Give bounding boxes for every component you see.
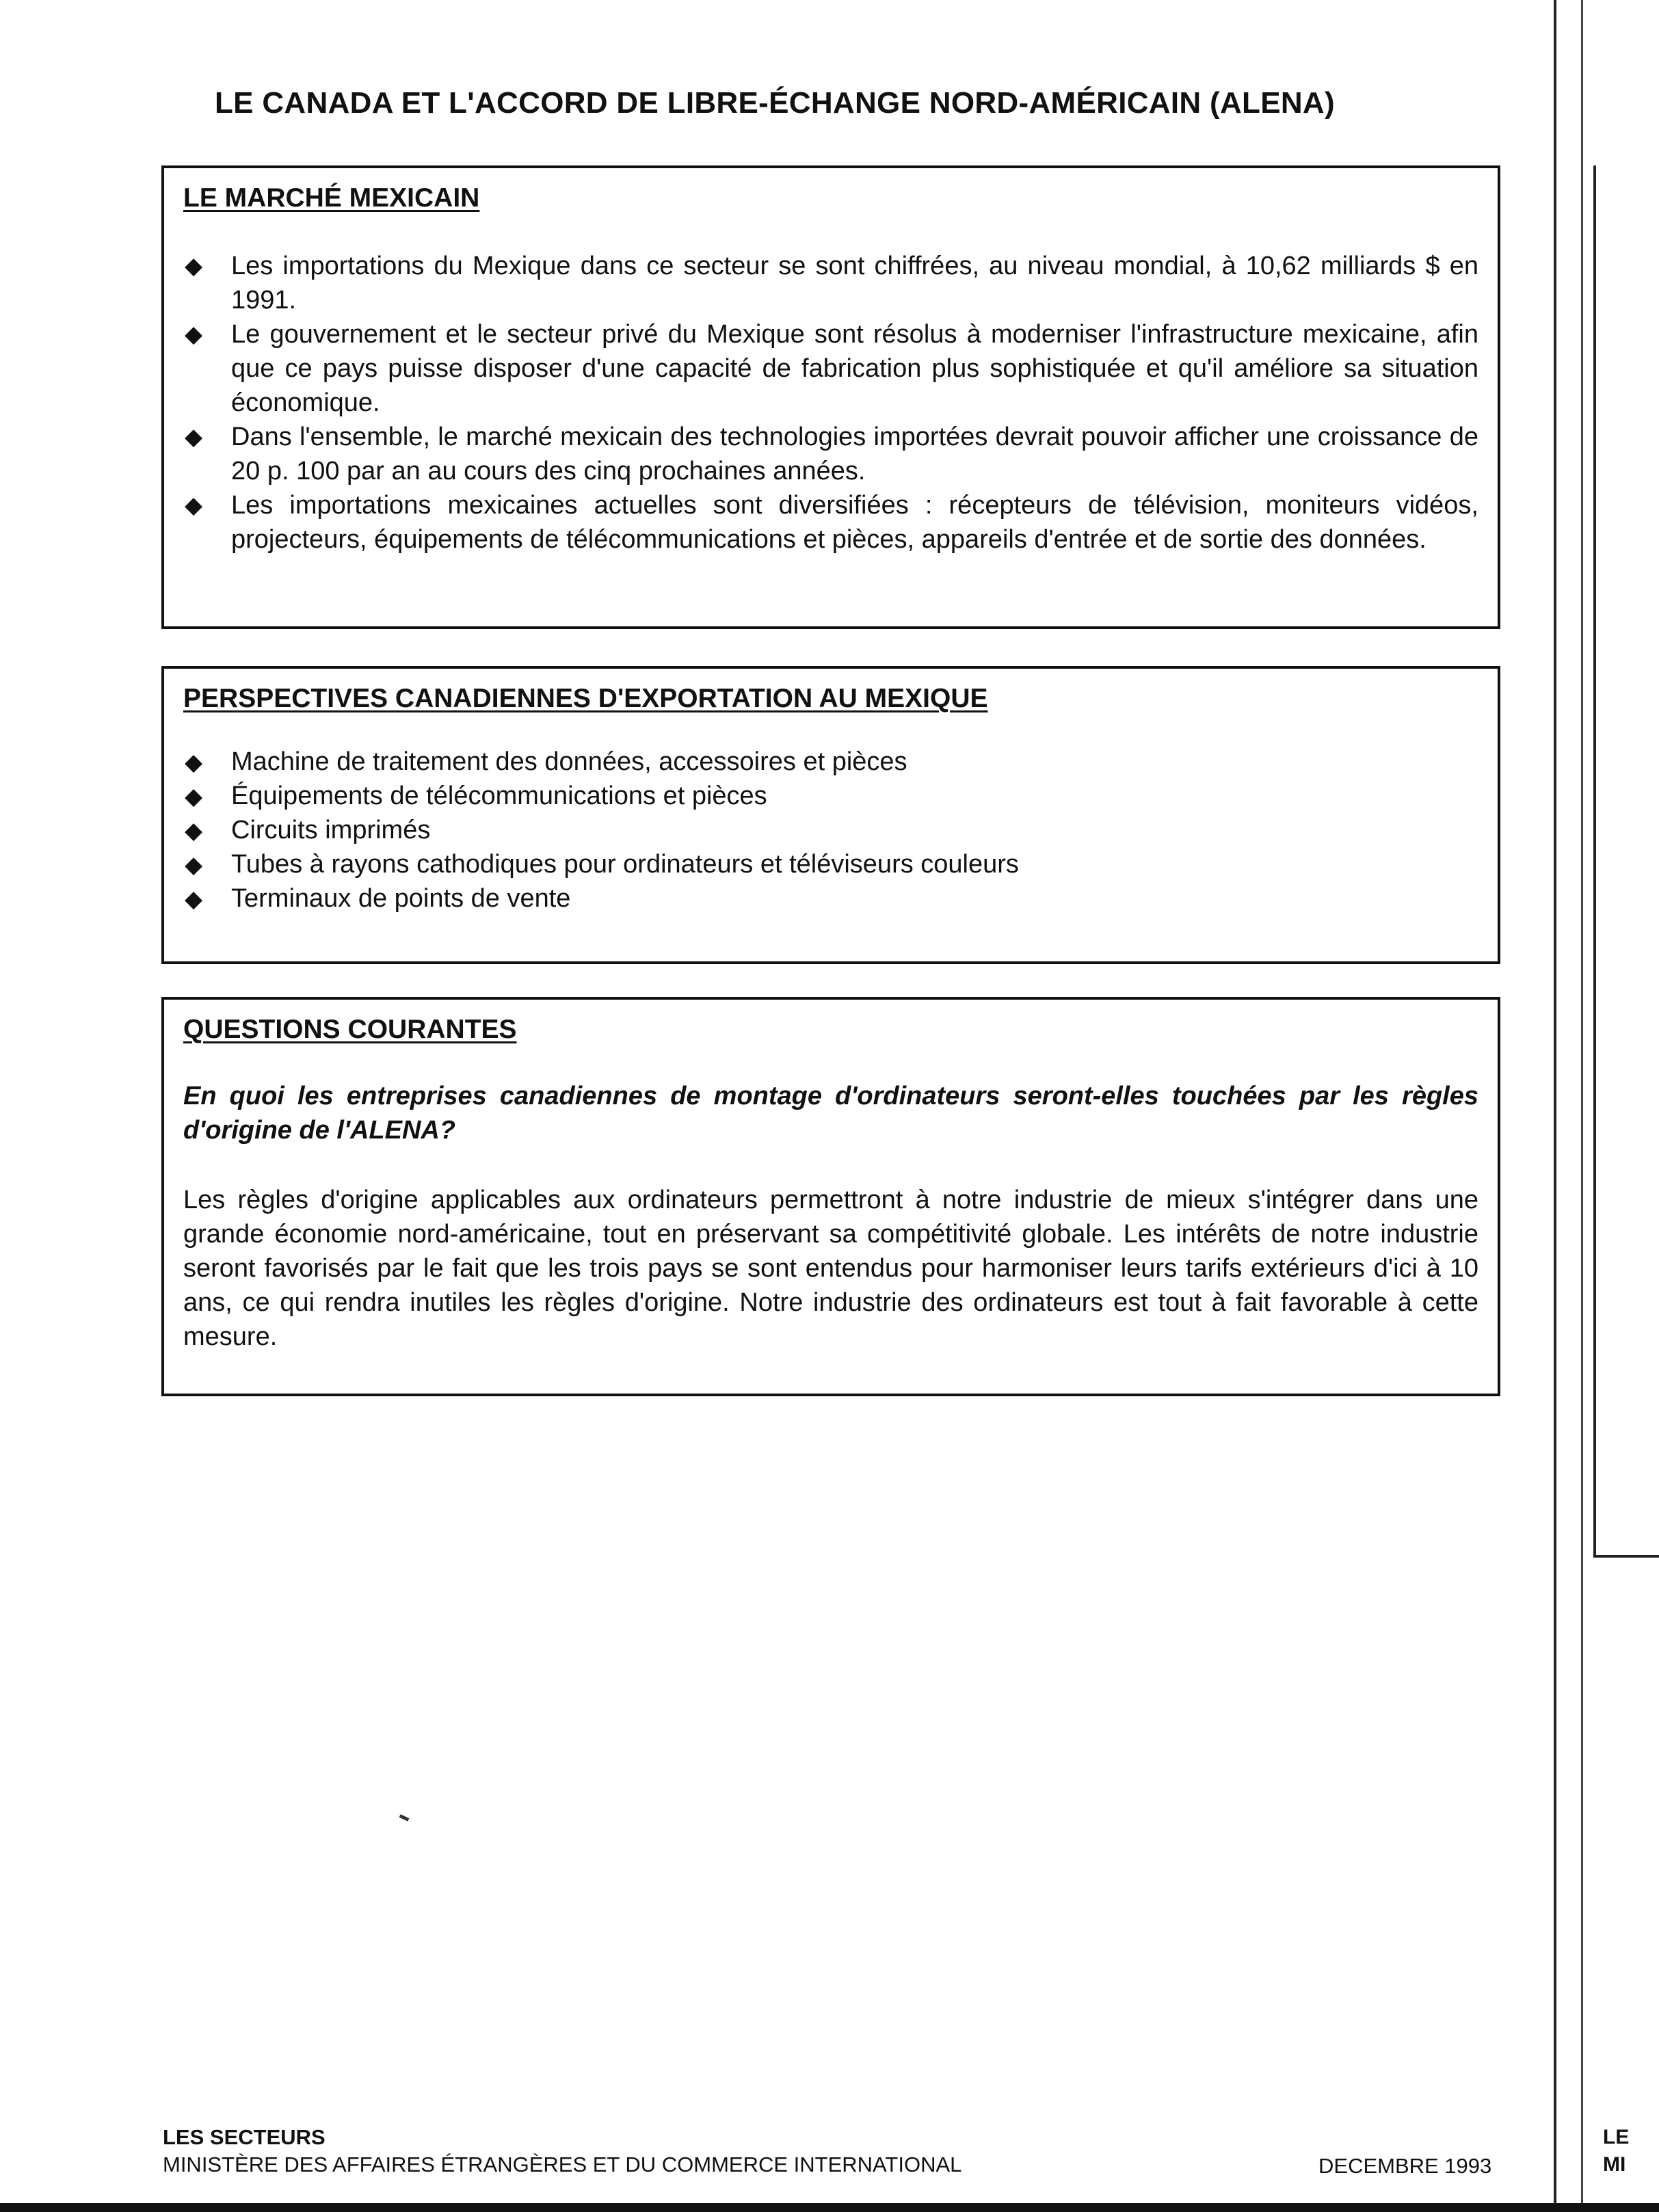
list-item-text: Les importations du Mexique dans ce secteur se sont chiffrées, au niveau mondial, à 10,62 milliards $ en 1991.	[231, 252, 1478, 315]
section-heading: LE MARCHÉ MEXICAIN	[183, 183, 480, 213]
diamond-bullet-icon: ◆	[185, 492, 203, 518]
list-item	[183, 882, 1478, 916]
list-item-text: Tubes à rayons cathodiques pour ordinateurs et téléviseurs couleurs	[231, 850, 1019, 879]
bullet-list	[183, 249, 1478, 557]
list-item	[183, 745, 1478, 779]
faq-answer: Les règles d'origine applicables aux ordinateurs permettront à notre industrie de mieux s'intégrer dans une grande économie nord-américaine, tout en préservant sa compétitivité globale. Les intérêts de notre industrie seront favorisés par le fait que les trois pays se sont entendus pour harmoniser leurs tarifs extérieurs d'ici à 10 ans, ce qui rendra inutiles les règles d'origine. Notre industrie des ordinateurs est tout à fait favorable à cette mesure.	[183, 1186, 1478, 1351]
list-item-text: Circuits imprimés	[231, 816, 431, 844]
faq-question: En quoi les entreprises canadiennes de montage d'ordinateurs seront-elles touchées par les règles d'origine de l'ALENA?	[183, 1082, 1478, 1145]
list-item	[183, 779, 1478, 814]
list-item	[183, 488, 1478, 557]
bullet-list	[183, 745, 1478, 916]
diamond-bullet-icon: ◆	[185, 321, 203, 347]
diamond-bullet-icon: ◆	[185, 749, 203, 775]
diamond-bullet-icon: ◆	[185, 784, 203, 810]
list-item	[183, 814, 1478, 848]
list-item-text: Le gouvernement et le secteur privé du Mexique sont résolus à moderniser l'infrastructure mexicaine, afin que ce pays puisse disposer d'une capacité de fabrication plus sophistiquée et qu'il améliore sa situation économique.	[231, 320, 1478, 417]
diamond-bullet-icon: ◆	[185, 818, 203, 844]
footer-date: DECEMBRE 1993	[1318, 2154, 1492, 2178]
section-mexican-market	[161, 165, 1500, 629]
list-item	[183, 420, 1478, 488]
diamond-bullet-icon: ◆	[185, 886, 203, 912]
footer-series: LES SECTEURS	[163, 2125, 326, 2149]
list-item-text: Dans l'ensemble, le marché mexicain des technologies importées devrait pouvoir afficher une croissance de 20 p. 100 par an au cours des cinq prochaines années.	[231, 423, 1478, 485]
adjacent-page-footer-line-2: MI	[1603, 2153, 1626, 2176]
adjacent-page-footer-line-1: LE	[1603, 2126, 1630, 2148]
list-item	[183, 317, 1478, 420]
list-item	[183, 848, 1478, 882]
list-item-text: Machine de traitement des données, accessoires et pièces	[231, 747, 907, 776]
list-item-text: Terminaux de points de vente	[231, 884, 571, 913]
section-heading: PERSPECTIVES CANADIENNES D'EXPORTATION AU MEXIQUE	[183, 684, 988, 713]
footer-publisher	[163, 2124, 961, 2178]
diamond-bullet-icon: ◆	[185, 253, 203, 279]
list-item	[183, 249, 1478, 317]
section-export-prospects	[161, 666, 1500, 964]
list-item-text: Les importations mexicaines actuelles sont diversifiées : récepteurs de télévision, moniteurs vidéos, projecteurs, équipements de télécommunications et pièces, appareils d'entrée et de sortie des données.	[231, 491, 1478, 554]
section-current-questions	[161, 997, 1500, 1396]
adjacent-page-footer	[1603, 2124, 1629, 2178]
footer-ministry: MINISTÈRE DES AFFAIRES ÉTRANGÈRES ET DU COMMERCE INTERNATIONAL	[163, 2153, 962, 2176]
scan-speck	[399, 1814, 410, 1821]
adjacent-page-fold-line	[1581, 0, 1583, 2212]
diamond-bullet-icon: ◆	[185, 852, 203, 878]
page-title: LE CANADA ET L'ACCORD DE LIBRE-ÉCHANGE NORD-AMÉRICAIN (ALENA)	[215, 86, 1335, 120]
list-item-text: Équipements de télécommunications et pièces	[231, 782, 767, 810]
section-heading: QUESTIONS COURANTES	[183, 1015, 517, 1044]
diamond-bullet-icon: ◆	[185, 424, 203, 450]
scan-bottom-edge	[0, 2203, 1659, 2212]
adjacent-page-box	[1593, 165, 1659, 1558]
